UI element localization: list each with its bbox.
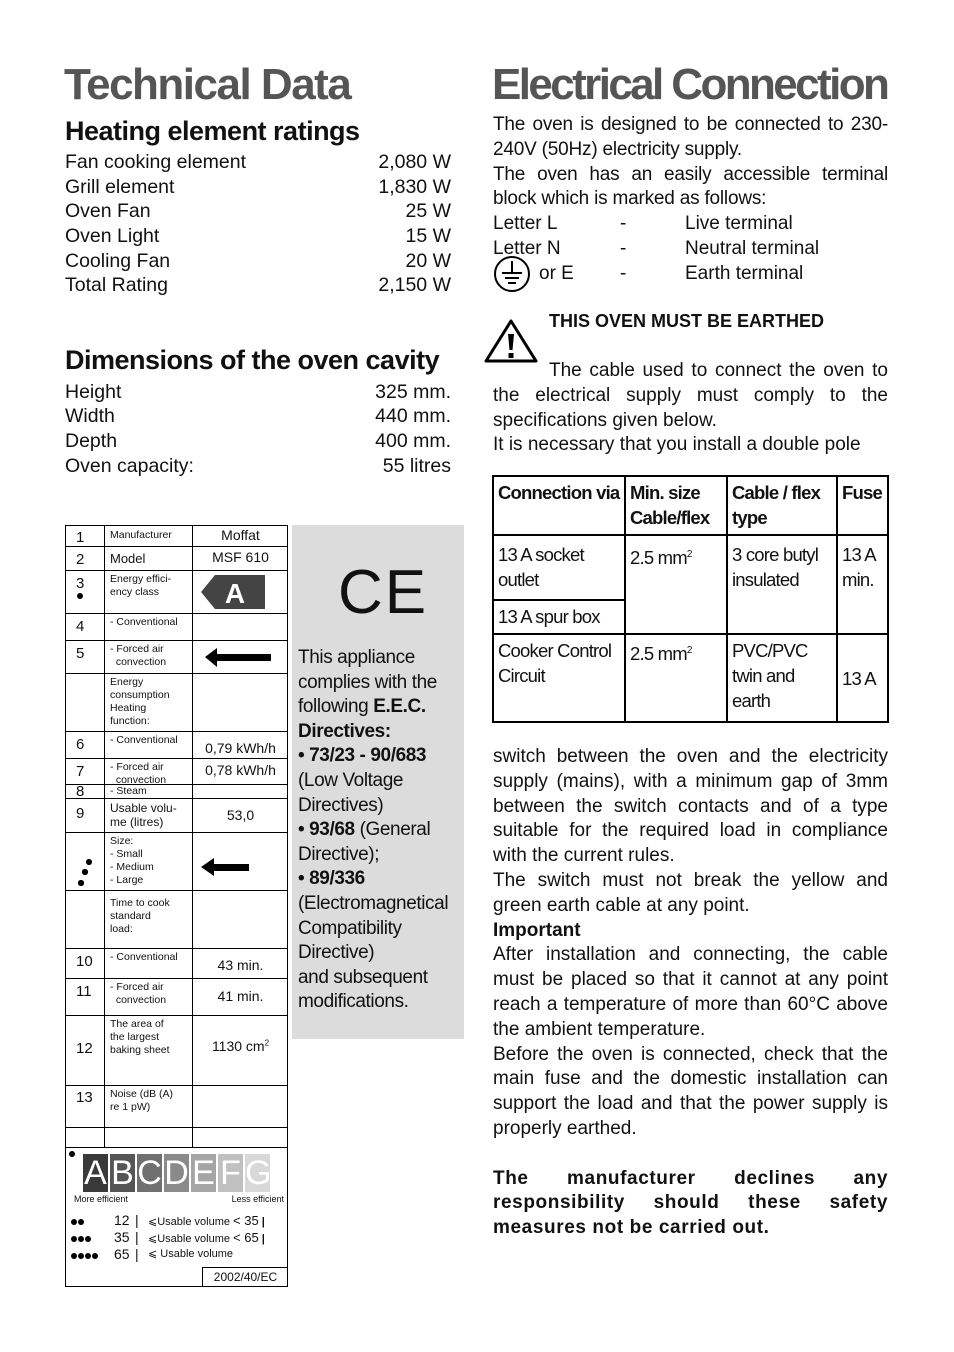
label-row-consumption-forced: 7 - Forced air convection 0,78 kWh/h xyxy=(66,758,287,785)
svg-text:A: A xyxy=(224,578,246,609)
dimension-row: Height 325 mm. xyxy=(65,381,451,403)
label-row-time-to-cook: Time to cook standard load: xyxy=(66,890,287,949)
label-row-forced-air: 5 - Forced air convection xyxy=(66,640,287,674)
svg-text:CE: CE xyxy=(338,558,429,627)
label-row-steam: 8 - Steam xyxy=(66,784,287,799)
warning-triangle-icon xyxy=(483,318,539,364)
heating-value: 1,830 W xyxy=(378,176,451,198)
efficiency-scale xyxy=(83,1154,273,1192)
label-row-usable-volume: 9 Usable volu- me (litres) 53,0 xyxy=(66,798,287,833)
scale-letter-a: A xyxy=(84,1154,107,1192)
label-row-consumption-conventional: 6 - Conventional 0,79 kWh/h xyxy=(66,731,287,759)
cell-cable-type: 3 core butyl insulated xyxy=(727,535,837,634)
header-fuse: Fuse xyxy=(837,476,888,535)
heating-label: Cooling Fan xyxy=(65,250,171,272)
volume-row-medium: 35 | ⩽Usable volume < 65 | xyxy=(71,1229,285,1245)
switch-paragraph: switch between the oven and the electricity supply (mains), with a minimum gap of 3mm between the switch contacts and of a type suitable for the required load in compliance with the current rules. The switch must not break the yellow and green earth cable at any point. Important After installation and connecting, the cable must be placed so that it cannot at any point reach a temperature of more than 60°C above the ambient temperature. Before the oven is connected, check that the main fuse and the domestic installation can support the load and that the power supply is properly earthed. The manufacturer declines any responsibility should these safety measures not be carried out. xyxy=(493,745,888,1241)
label-row-energy-consumption: Energy consumption Heating function: xyxy=(66,673,287,732)
arrow-left-icon xyxy=(193,641,288,674)
energy-label xyxy=(65,525,288,1287)
volume-row-small: 12 | ⩽Usable volume < 35 | xyxy=(71,1212,285,1228)
arrow-left-icon xyxy=(193,833,288,891)
cell-min-size: 2.5 $mm^2$ xyxy=(625,634,727,722)
less-efficient-label: Less efficient xyxy=(231,1194,284,1204)
label-row-baking-sheet: 12 The area of the largest baking sheet 1130 $cm^2$ xyxy=(66,1015,287,1086)
technical-data-title: Technical Data xyxy=(64,60,351,109)
ce-mark-icon xyxy=(338,558,429,627)
heating-label: Oven Light xyxy=(65,225,160,247)
label-row-blank xyxy=(66,1127,287,1148)
scale-letter-f: F xyxy=(218,1154,243,1192)
label-row-energy-class: 3 Energy effici- ency class A xyxy=(66,570,287,614)
intro-paragraph: The oven is designed to be connected to 230-240V (50Hz) electricity supply. The oven has an easily accessible terminal block which is marked as follows: xyxy=(493,114,888,210)
ce-compliance-text: This appliance complies with the following E.E.C. Directives: • 73/23 - 90/683 (Low Voltage Directives) • 93/68 (General Directive); • 89/336 (Electromagnetical Compatibility Directive) and subsequent modifications. xyxy=(298,647,449,1013)
heating-label: Oven Fan xyxy=(65,200,151,222)
cell-socket-outlet: 13 A socket outlet xyxy=(493,535,625,600)
heating-label: Fan cooking element xyxy=(65,151,247,173)
dimensions-heading: Dimensions of the oven cavity xyxy=(65,345,440,375)
cell-fuse: 13 A xyxy=(837,634,888,722)
scale-letter-b: B xyxy=(111,1154,134,1192)
heating-ratings-heading: Heating element ratings xyxy=(65,116,360,146)
heating-value: 25 W xyxy=(405,200,451,222)
double-pole-paragraph: It is necessary that you install a double pole xyxy=(493,434,861,455)
terminal-list xyxy=(493,212,888,286)
heating-value: 15 W xyxy=(405,225,451,247)
heating-row xyxy=(65,200,451,225)
ce-compliance-panel xyxy=(292,525,464,1039)
heating-row xyxy=(65,225,451,250)
cell-cooker-control: Cooker Control Circuit xyxy=(493,634,625,722)
table-row xyxy=(493,634,888,722)
class-a-arrow-icon xyxy=(193,571,288,614)
label-row-manufacturer: 1 Manufacturer Moffat xyxy=(66,525,287,546)
heating-value: 20 W xyxy=(405,250,451,272)
heating-row xyxy=(65,274,451,299)
important-heading: Important xyxy=(493,919,581,941)
label-row-noise: 13 Noise (dB (A) re 1 pW) xyxy=(66,1085,287,1128)
cell-spur-box: 13 A spur box xyxy=(493,600,625,634)
heating-row xyxy=(65,250,451,275)
heating-row xyxy=(65,151,451,176)
scale-letter-g: G xyxy=(245,1154,272,1192)
dimension-row: Depth 400 mm. xyxy=(65,430,451,452)
header-cable-type: Cable / flex type xyxy=(727,476,837,535)
earthed-warning: THIS OVEN MUST BE EARTHED xyxy=(549,311,825,331)
dot-icon xyxy=(69,1151,75,1157)
disclaimer: The manufacturer declines any responsibility should these safety measures not be carried out. xyxy=(493,1167,888,1239)
heating-label: Total Rating xyxy=(65,274,168,296)
cell-cable-type: PVC/PVC twin and earth xyxy=(727,634,837,722)
label-row-model: 2 Model MSF 610 xyxy=(66,546,287,571)
label-row-time-conventional: 10 - Conventional 43 min. xyxy=(66,948,287,979)
table-row xyxy=(493,535,888,600)
terminal-row: Letter L - Live terminal xyxy=(493,213,793,234)
scale-letter-c: C xyxy=(137,1154,162,1192)
label-scale-section xyxy=(66,1147,287,1287)
label-row-conventional: 4 - Conventional xyxy=(66,613,287,641)
label-row-size: Size: - Small - Medium - Large xyxy=(66,832,287,891)
heating-row xyxy=(65,176,451,201)
heating-value: 2,080 W xyxy=(378,151,451,173)
dimension-row: Oven capacity: 55 litres xyxy=(65,455,451,477)
scale-letter-d: D xyxy=(164,1154,189,1192)
earth-symbol-icon xyxy=(493,255,531,293)
label-row-time-forced: 11 - Forced air convection 41 min. xyxy=(66,978,287,1016)
terminal-row: Letter N - Neutral terminal xyxy=(493,237,820,259)
more-efficient-label: More efficient xyxy=(74,1194,128,1204)
scale-letter-e: E xyxy=(192,1154,215,1192)
header-connection: Connection via xyxy=(493,476,625,535)
cable-paragraph: The cable used to connect the oven to the electrical supply must comply to the specifications given below. xyxy=(493,360,888,431)
heating-label: Grill element xyxy=(65,176,175,198)
cell-min-size: 2.5 $mm^2$ xyxy=(625,535,727,634)
heating-value: 2,150 W xyxy=(378,274,451,296)
table-header-row xyxy=(493,476,888,535)
dot-icon xyxy=(77,593,83,599)
cell-fuse: 13 A min. xyxy=(837,535,888,634)
dimension-row: Width 440 mm. xyxy=(65,405,451,427)
connection-table xyxy=(492,475,889,723)
volume-row-large: 65 | ⩽ Usable volume xyxy=(71,1246,285,1262)
electrical-connection-title: Electrical Connection xyxy=(492,60,888,109)
header-min-size: Min. size Cable/flex xyxy=(625,476,727,535)
directive-number: 2002/40/EC xyxy=(202,1267,288,1287)
terminal-row: or E - Earth terminal xyxy=(493,262,888,287)
